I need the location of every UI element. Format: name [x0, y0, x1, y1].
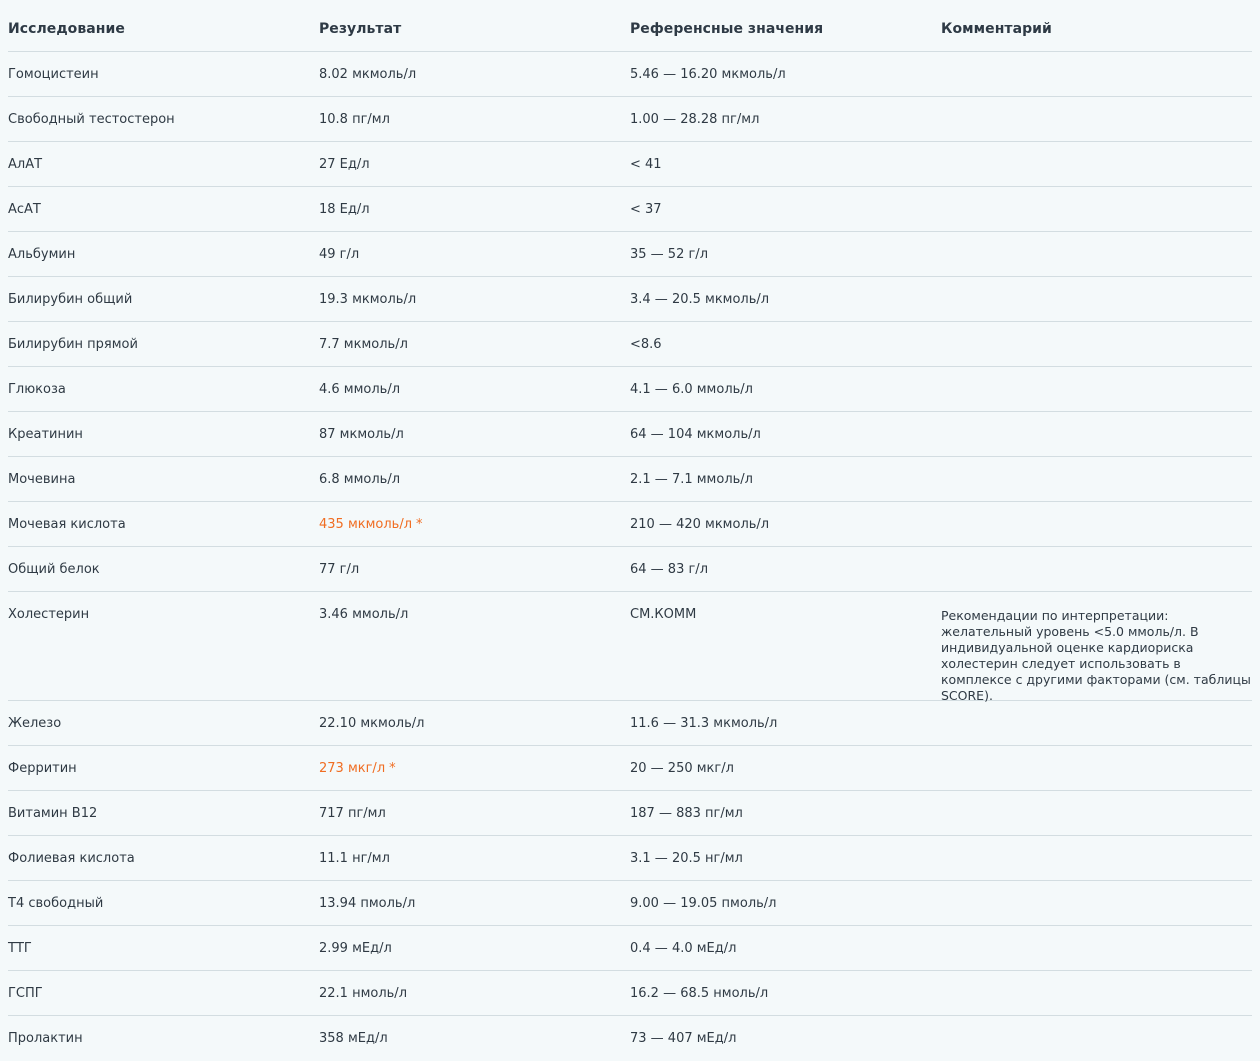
comment — [941, 746, 1252, 762]
comment — [941, 187, 1252, 203]
reference-range: 3.1 — 20.5 нг/мл — [630, 851, 743, 866]
result-value: 77 г/л — [319, 562, 360, 577]
table-row — [8, 836, 1252, 881]
comment — [941, 701, 1252, 717]
comment — [941, 367, 1252, 383]
table-row — [8, 367, 1252, 412]
study-name: АсАТ — [8, 202, 41, 217]
comment — [941, 52, 1252, 68]
comment — [941, 457, 1252, 473]
comment — [941, 836, 1252, 852]
comment: Рекомендации по интерпретации: желательный уровень <5.0 ммоль/л. В индивидуальной оценке кардиориска холестерин следует использовать в комплексе с другими факторами (см. таблицы SCORE). — [941, 608, 1251, 703]
result-value: 22.10 мкмоль/л — [319, 716, 425, 731]
comment — [941, 971, 1252, 987]
result-value: 27 Ед/л — [319, 157, 370, 172]
study-name: Свободный тестостерон — [8, 112, 175, 127]
reference-range: 3.4 — 20.5 мкмоль/л — [630, 292, 770, 307]
study-name: ТТГ — [8, 941, 32, 956]
study-name: Витамин В12 — [8, 806, 98, 821]
comment — [941, 1016, 1252, 1032]
reference-range: < 41 — [630, 157, 662, 172]
reference-range: 0.4 — 4.0 мЕд/л — [630, 941, 737, 956]
comment — [941, 791, 1252, 807]
header-result: Результат — [319, 21, 402, 37]
study-name: Ферритин — [8, 761, 77, 776]
result-value: 11.1 нг/мл — [319, 851, 390, 866]
table-row — [8, 187, 1252, 232]
comment — [941, 232, 1252, 248]
table-row — [8, 412, 1252, 457]
table-row — [8, 971, 1252, 1016]
result-value: 13.94 пмоль/л — [319, 896, 416, 911]
header-comment: Комментарий — [941, 21, 1052, 37]
result-text: 273 мкг/л — [319, 761, 386, 776]
reference-range: 2.1 — 7.1 ммоль/л — [630, 472, 753, 487]
comment — [941, 502, 1252, 518]
reference-range: 20 — 250 мкг/л — [630, 761, 734, 776]
study-name: Билирубин прямой — [8, 337, 138, 352]
reference-range: 73 — 407 мЕд/л — [630, 1031, 737, 1046]
result-value: 4.6 ммоль/л — [319, 382, 401, 397]
reference-range: 5.46 — 16.20 мкмоль/л — [630, 67, 786, 82]
study-name: Т4 свободный — [8, 896, 104, 911]
table-row — [8, 791, 1252, 836]
reference-range: <8.6 — [630, 337, 662, 352]
study-name: Фолиевая кислота — [8, 851, 135, 866]
reference-range: 64 — 83 г/л — [630, 562, 708, 577]
study-name: Креатинин — [8, 427, 83, 442]
study-name: ГСПГ — [8, 986, 43, 1001]
study-name: Железо — [8, 716, 62, 731]
result-value: 3.46 ммоль/л — [319, 607, 409, 622]
study-name: Пролактин — [8, 1031, 83, 1046]
table-row — [8, 322, 1252, 367]
study-name: Мочевая кислота — [8, 517, 126, 532]
comment — [941, 322, 1252, 338]
study-name: АлАТ — [8, 157, 43, 172]
study-name: Глюкоза — [8, 382, 66, 397]
comment — [941, 881, 1252, 897]
table-row — [8, 1016, 1252, 1061]
table-row — [8, 232, 1252, 277]
abnormal-mark: * — [416, 517, 423, 532]
result-value: 358 мЕд/л — [319, 1031, 388, 1046]
result-value: 717 пг/мл — [319, 806, 386, 821]
comment — [941, 412, 1252, 428]
table-row — [8, 277, 1252, 322]
result-value: 22.1 нмоль/л — [319, 986, 407, 1001]
study-name: Холестерин — [8, 607, 90, 622]
study-name: Мочевина — [8, 472, 76, 487]
result-value: 8.02 мкмоль/л — [319, 67, 417, 82]
header-study: Исследование — [8, 21, 125, 37]
comment — [941, 277, 1252, 293]
table-row — [8, 142, 1252, 187]
result-value: 49 г/л — [319, 247, 360, 262]
table-row — [8, 701, 1252, 746]
header-reference: Референсные значения — [630, 21, 824, 37]
lab-results-table — [8, 0, 1252, 1061]
result-value: 18 Ед/л — [319, 202, 370, 217]
reference-range: 11.6 — 31.3 мкмоль/л — [630, 716, 778, 731]
table-row — [8, 881, 1252, 926]
table-row — [8, 457, 1252, 502]
comment — [941, 97, 1252, 113]
study-name: Гомоцистеин — [8, 67, 99, 82]
reference-range: 64 — 104 мкмоль/л — [630, 427, 761, 442]
result-value-abnormal — [319, 746, 630, 777]
reference-range: < 37 — [630, 202, 662, 217]
reference-range: 187 — 883 пг/мл — [630, 806, 743, 821]
reference-range: СМ.КОММ — [630, 607, 697, 622]
reference-range: 9.00 — 19.05 пмоль/л — [630, 896, 777, 911]
comment — [941, 142, 1252, 158]
result-value: 2.99 мЕд/л — [319, 941, 392, 956]
result-value-abnormal — [319, 502, 630, 533]
table-row — [8, 97, 1252, 142]
table-header — [8, 0, 1252, 52]
reference-range: 210 — 420 мкмоль/л — [630, 517, 770, 532]
study-name: Билирубин общий — [8, 292, 133, 307]
result-value: 10.8 пг/мл — [319, 112, 390, 127]
reference-range: 35 — 52 г/л — [630, 247, 708, 262]
study-name: Альбумин — [8, 247, 76, 262]
reference-range: 4.1 — 6.0 ммоль/л — [630, 382, 753, 397]
table-row — [8, 746, 1252, 791]
result-value: 7.7 мкмоль/л — [319, 337, 408, 352]
result-value: 87 мкмоль/л — [319, 427, 404, 442]
reference-range: 1.00 — 28.28 пг/мл — [630, 112, 760, 127]
table-row — [8, 52, 1252, 97]
table-row — [8, 547, 1252, 592]
abnormal-mark: * — [389, 761, 396, 776]
result-text: 435 мкмоль/л — [319, 517, 413, 532]
result-value: 6.8 ммоль/л — [319, 472, 401, 487]
table-row — [8, 502, 1252, 547]
result-value: 19.3 мкмоль/л — [319, 292, 417, 307]
study-name: Общий белок — [8, 562, 100, 577]
table-row — [8, 592, 1252, 701]
table-row — [8, 926, 1252, 971]
comment — [941, 547, 1252, 563]
reference-range: 16.2 — 68.5 нмоль/л — [630, 986, 769, 1001]
comment — [941, 926, 1252, 942]
